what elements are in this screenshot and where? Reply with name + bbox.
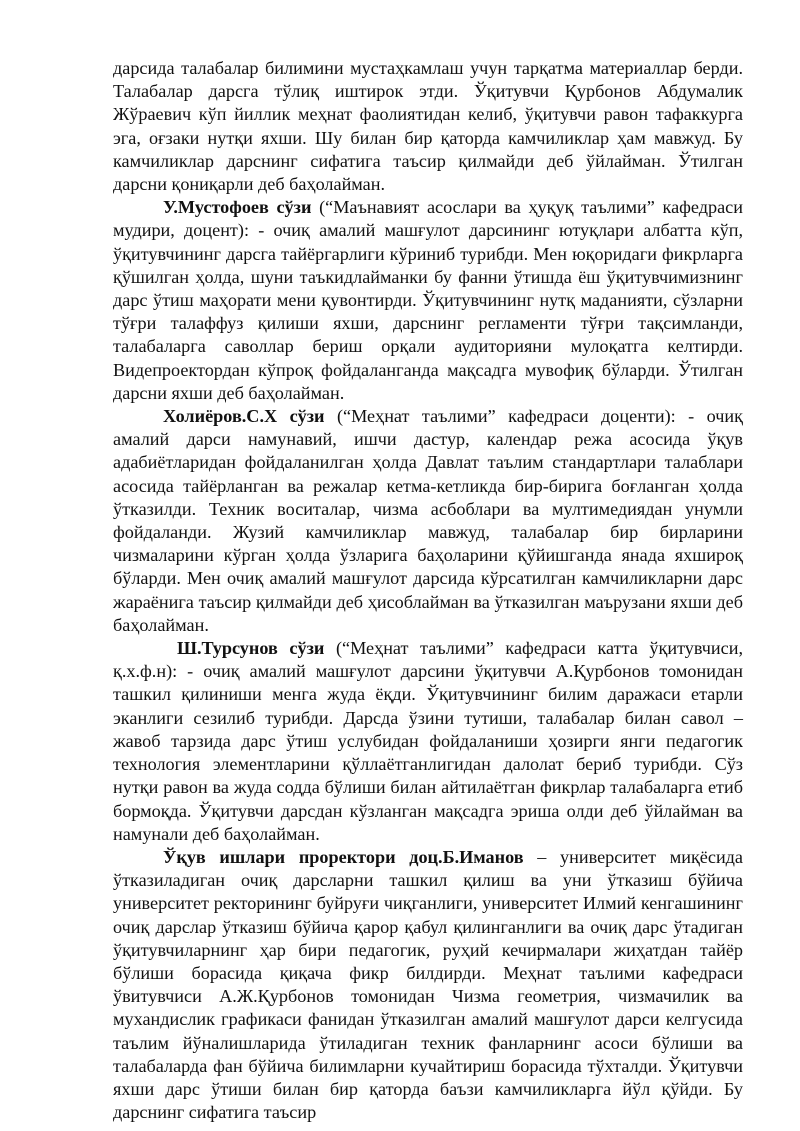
paragraph-text: дарсида талабалар билимини мустаҳкамлаш учун тарқатма материаллар берди. Талабалар дарсга тўлиқ иштирок этди. Ўқитувчи Қурбонов Абдумалик Жўраевич кўп йиллик меҳнат фаолиятидан келиб, ўқитувчи равон тафаккурга эга, оғзаки нутқи яхши. Шу билан бир қаторда камчиликлар ҳам мавжуд. Бу камчиликлар дарснинг сифатига таъсир қилмайди деб ўйлайман. Ўтилган дарсни қониқарли деб баҳолайман. (113, 58, 743, 195)
paragraph-text: (“Меҳнат таълими” кафедраси доценти): - очиқ амалий дарси намунавий, ишчи дастур, календар режа асосида ўқув адабиётларидан фойдаланилган ҳолда Давлат таълим стандартлари талаблари асосида тайёрланган ва режалар кетма-кетликда бир-бирига боғланган ҳолда ўтказилди. Техник воситалар, чизма асбоблари ва мултимедиядан унумли фойдаланди. Жузий камчиликлар мавжуд, талабалар бир бирларини чизмаларини кўрган ҳолда ўзларига баҳоларини қўйишганда янада яхшироқ бўларди. Мен очиқ амалий машғулот дарсида кўрсатилган камчиликларни дарс жараёнига таъсир қилмайди деб ҳисоблайман ва ўтказилган маърузани яхши деб баҳолайман. (113, 406, 743, 635)
paragraph-holiyorov (113, 405, 743, 637)
paragraph-continuation (113, 57, 743, 196)
speaker-name: Ўқув ишлари проректори доц.Б.Иманов (163, 846, 524, 867)
paragraph-mustofoev (113, 196, 743, 405)
paragraph-text: (“Маънавият асослари ва ҳуқуқ таълими” кафедраси мудири, доцент): - очиқ амалий машғулот дарсининг ютуқлари албатта кўп, ўқитувчининг дарсга тайёргарлиги кўриниб турибди. Мен юқоридаги фикрларга қўшилган ҳолда, шуни таъкидлайманки бу фанни ўтишда ёш ўқитувчимизнинг дарс ўтиш маҳорати мени қувонтирди. Ўқитувчининг нутқ маданияти, сўзларни тўғри талаффуз қилиши яхши, дарснинг регламенти тўғри тақсимланди, талабаларга саволлар бериш орқали аудиторияни мулоқатга келтирди. Видепроектордан кўпроқ фойдаланганда мақсадга мувофиқ бўларди. Ўтилган дарсни яхши деб баҳолайман. (113, 197, 743, 403)
paragraph-tursunov (113, 637, 743, 846)
speaker-name: У.Мустофоев сўзи (163, 197, 312, 218)
speaker-name: Ш.Турсунов сўзи (177, 638, 325, 659)
paragraph-text: – университет миқёсида ўтказиладиган очиқ дарсларни ташкил қилиш ва уни ўтказиш бўйича университет ректорининг буйруғи чиқганлиги, университет Илмий кенгашининг очиқ дарслар ўтказиш бўйича қарор қабул қилинганлиги ва очиқ дарс ўтадиган ўқитувчиларнинг ҳар бири педагогик, руҳий кечирмалари жиҳатдан тайёр бўлиши борасида қиқача фикр билдирди. Меҳнат таълими кафедраси ўвитувчиси А.Ж.Қурбонов томонидан Чизма геометрия, чизмачилик ва мухандислик графикаси фанидан ўтказилган амалий машғулот дарси келгусида таълим йўналишларида ўтиладиган техник фанларнинг асоси бўлиши ва талабаларда фан бўйича билимларни кучайтириш борасида тўхталди. Ўқитувчи яхши дарс ўтиши билан бир қаторда баъзи камчиликларга йўл қўйди. Бу дарснинг сифатига таъсир (113, 846, 743, 1123)
paragraph-text: (“Меҳнат таълими” кафедраси катта ўқитувчиси, қ.х.ф.н): - очиқ амалий машғулот дарсини ўқитувчи А.Қурбонов томонидан ташкил қилиниши менга жуда ёқди. Ўқитувчининг билим даражаси етарли эканлиги сезилиб турибди. Дарсда ўзини тутиши, талабалар билан савол – жавоб тарзида дарс ўтиш услубидан фойдаланиши ҳозирги янги педагогик технология элементларини қўллаётганлигидан далолат бериб турибди. Сўз нутқи равон ва жуда содда бўлиши билан айтилаётган фикрлар талабаларга етиб бормоқда. Ўқитувчи дарсдан кўзланган мақсадга эриша олди деб ўйлайман ва намунали деб баҳолайман. (113, 638, 744, 844)
speaker-name: Холиёров.С.Х сўзи (163, 406, 325, 427)
paragraph-imanov (113, 846, 743, 1124)
